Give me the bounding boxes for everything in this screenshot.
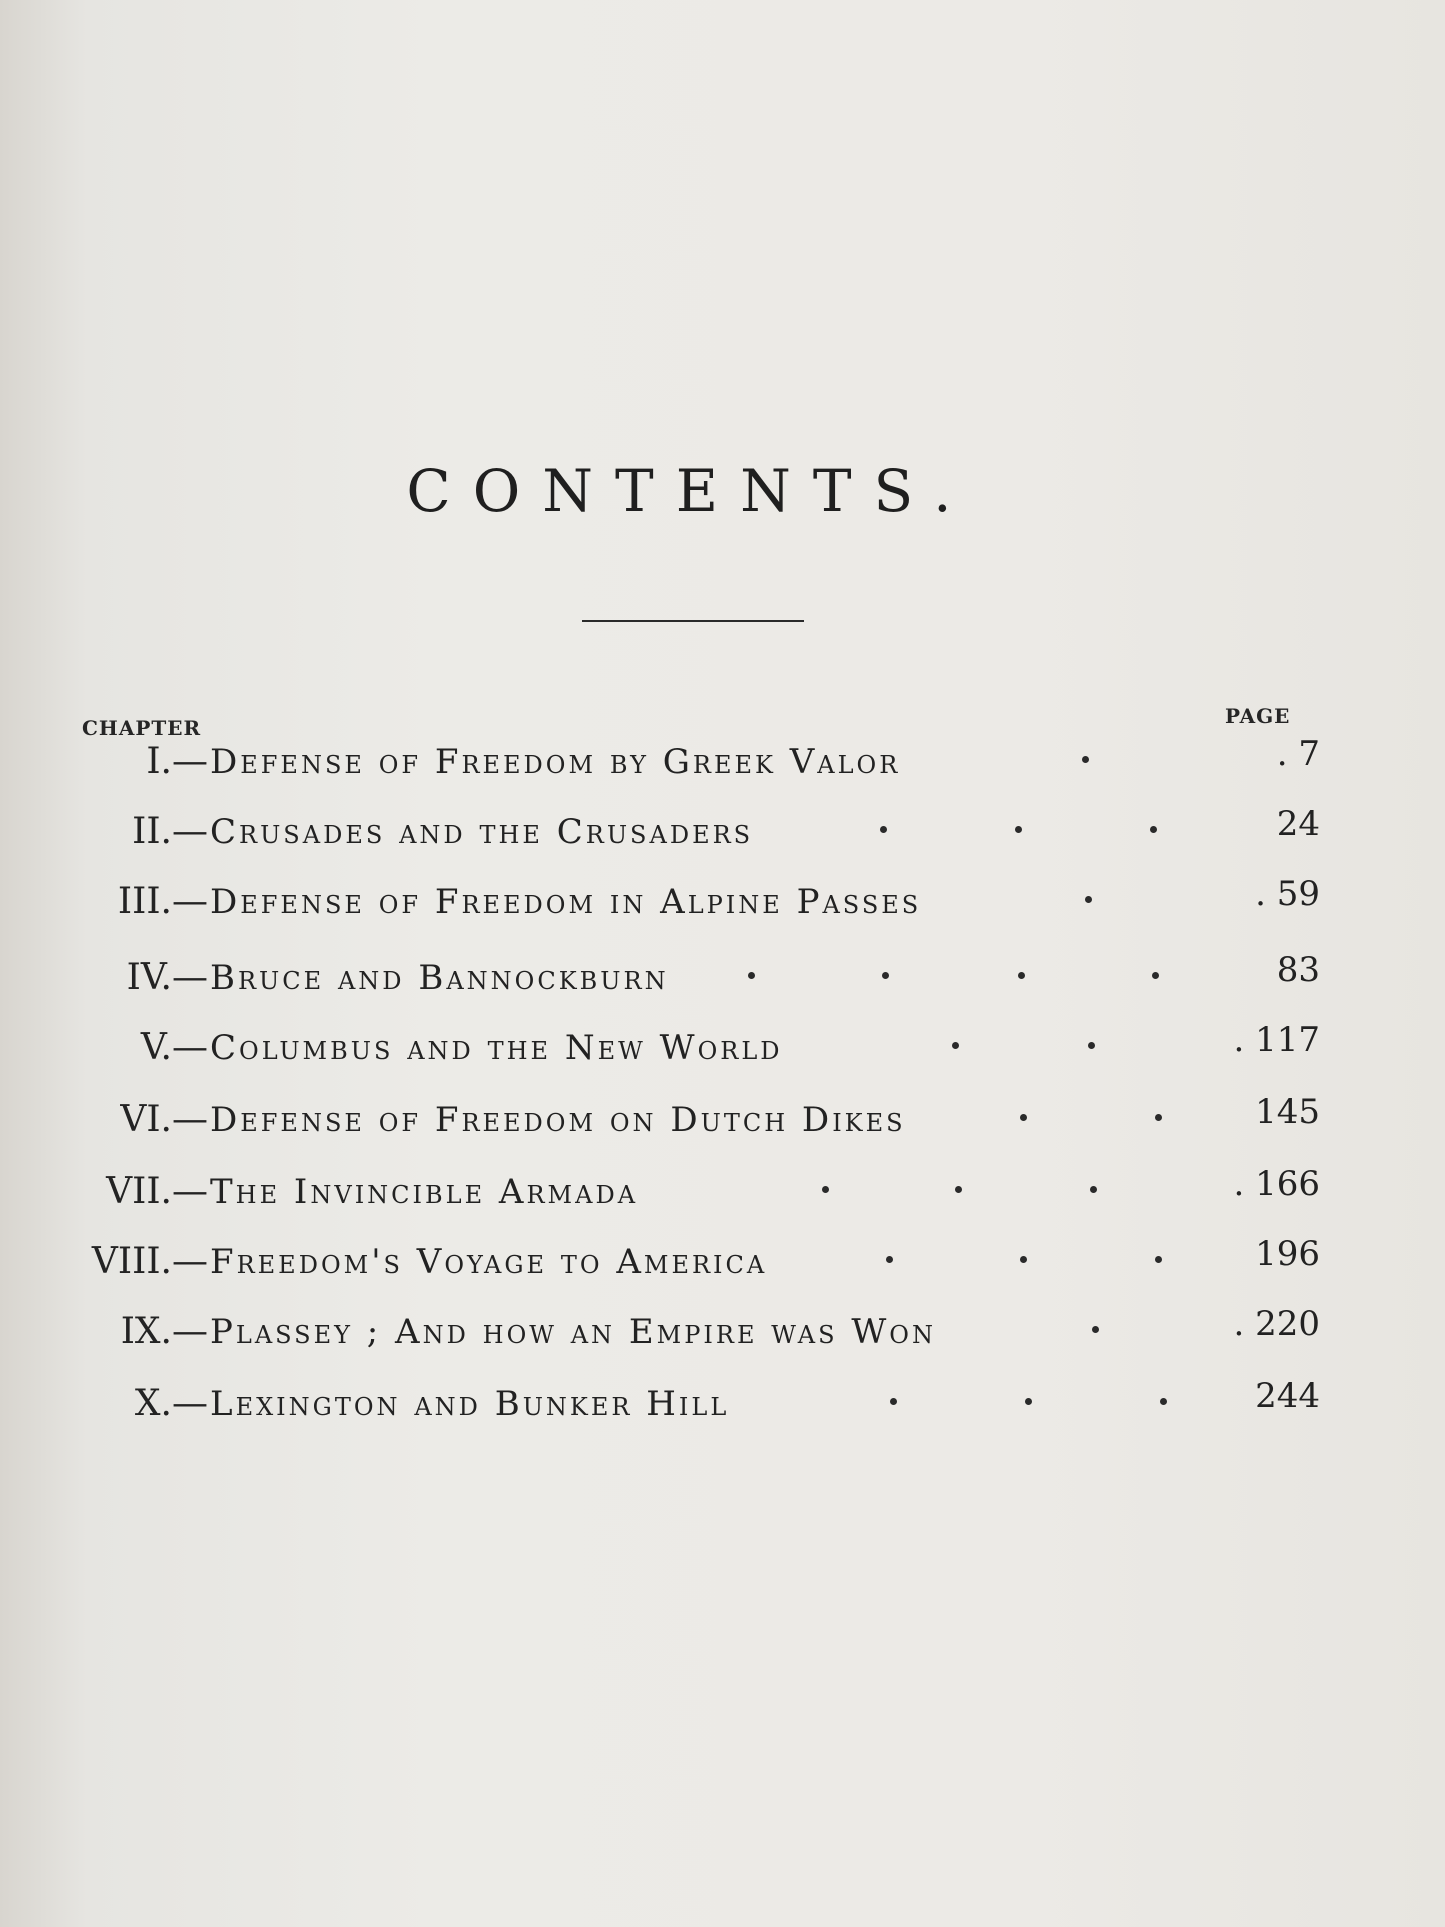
chapter-title: Lexington and Bunker Hill [210,1384,730,1424]
leader-dot [952,1042,959,1049]
leader-dot [1020,1114,1027,1121]
toc-entry [0,1022,1445,1082]
page-number: . 59 [1255,874,1320,914]
chapter-title: Defense of Freedom by Greek Valor [210,742,901,782]
page-number: 196 [1255,1234,1320,1274]
page-number: 24 [1276,804,1320,844]
title-rule [582,620,804,622]
chapter-numeral: VI.— [120,1099,208,1140]
leader-dot [880,826,887,833]
chapter-numeral: V.— [140,1027,208,1068]
page-title: CONTENTS. [406,457,974,525]
leader-dot [1085,896,1092,903]
leader-dot [1092,1326,1099,1333]
page-number: . 220 [1233,1304,1320,1344]
leader-dot [1015,826,1022,833]
page-number: 83 [1276,950,1320,990]
page-number: 145 [1255,1092,1320,1132]
toc-entry [0,876,1445,936]
leader-dot [1088,1042,1095,1049]
leader-dot [1155,1114,1162,1121]
chapter-title: Defense of Freedom in Alpine Passes [210,882,922,922]
page-number: . 117 [1233,1020,1320,1060]
chapter-title: Plassey ; And how an Empire was Won [210,1312,936,1352]
chapter-title: Columbus and the New World [210,1028,783,1068]
chapter-numeral: VIII.— [91,1241,208,1282]
page-number: . 166 [1233,1164,1320,1204]
chapter-title: Defense of Freedom on Dutch Dikes [210,1100,906,1140]
toc-entry [0,1094,1445,1154]
page-number: 244 [1255,1376,1320,1416]
leader-dot [882,972,889,979]
leader-dot [1152,972,1159,979]
leader-dot [1082,756,1089,763]
leader-dot [955,1186,962,1193]
leader-dot [748,972,755,979]
toc-entry [0,806,1445,866]
leader-dot [886,1256,893,1263]
toc-entry [0,952,1445,1012]
chapter-numeral: III.— [117,881,208,922]
leader-dot [1150,826,1157,833]
chapter-title: Freedom's Voyage to America [210,1242,768,1282]
leader-dot [1018,972,1025,979]
chapter-title: Crusades and the Crusaders [210,812,754,852]
chapter-numeral: VII.— [106,1171,208,1212]
page-column-label: PAGE [1225,704,1291,728]
chapter-column-label: CHAPTER [82,716,202,740]
chapter-numeral: I.— [146,741,208,782]
toc-entry [0,1378,1445,1438]
leader-dot [1160,1398,1167,1405]
chapter-numeral: IV.— [126,957,208,998]
toc-entry [0,1236,1445,1296]
chapter-title: The Invincible Armada [210,1172,639,1212]
leader-dot [1155,1256,1162,1263]
chapter-numeral: X.— [134,1383,208,1424]
toc-entry [0,736,1445,796]
chapter-title: Bruce and Bannockburn [210,958,669,998]
leader-dot [822,1186,829,1193]
chapter-numeral: II.— [132,811,208,852]
toc-entry [0,1306,1445,1366]
leader-dot [1025,1398,1032,1405]
page-number: . 7 [1276,734,1320,774]
toc-entry [0,1166,1445,1226]
leader-dot [890,1398,897,1405]
leader-dot [1090,1186,1097,1193]
leader-dot [1020,1256,1027,1263]
chapter-numeral: IX.— [120,1311,208,1352]
